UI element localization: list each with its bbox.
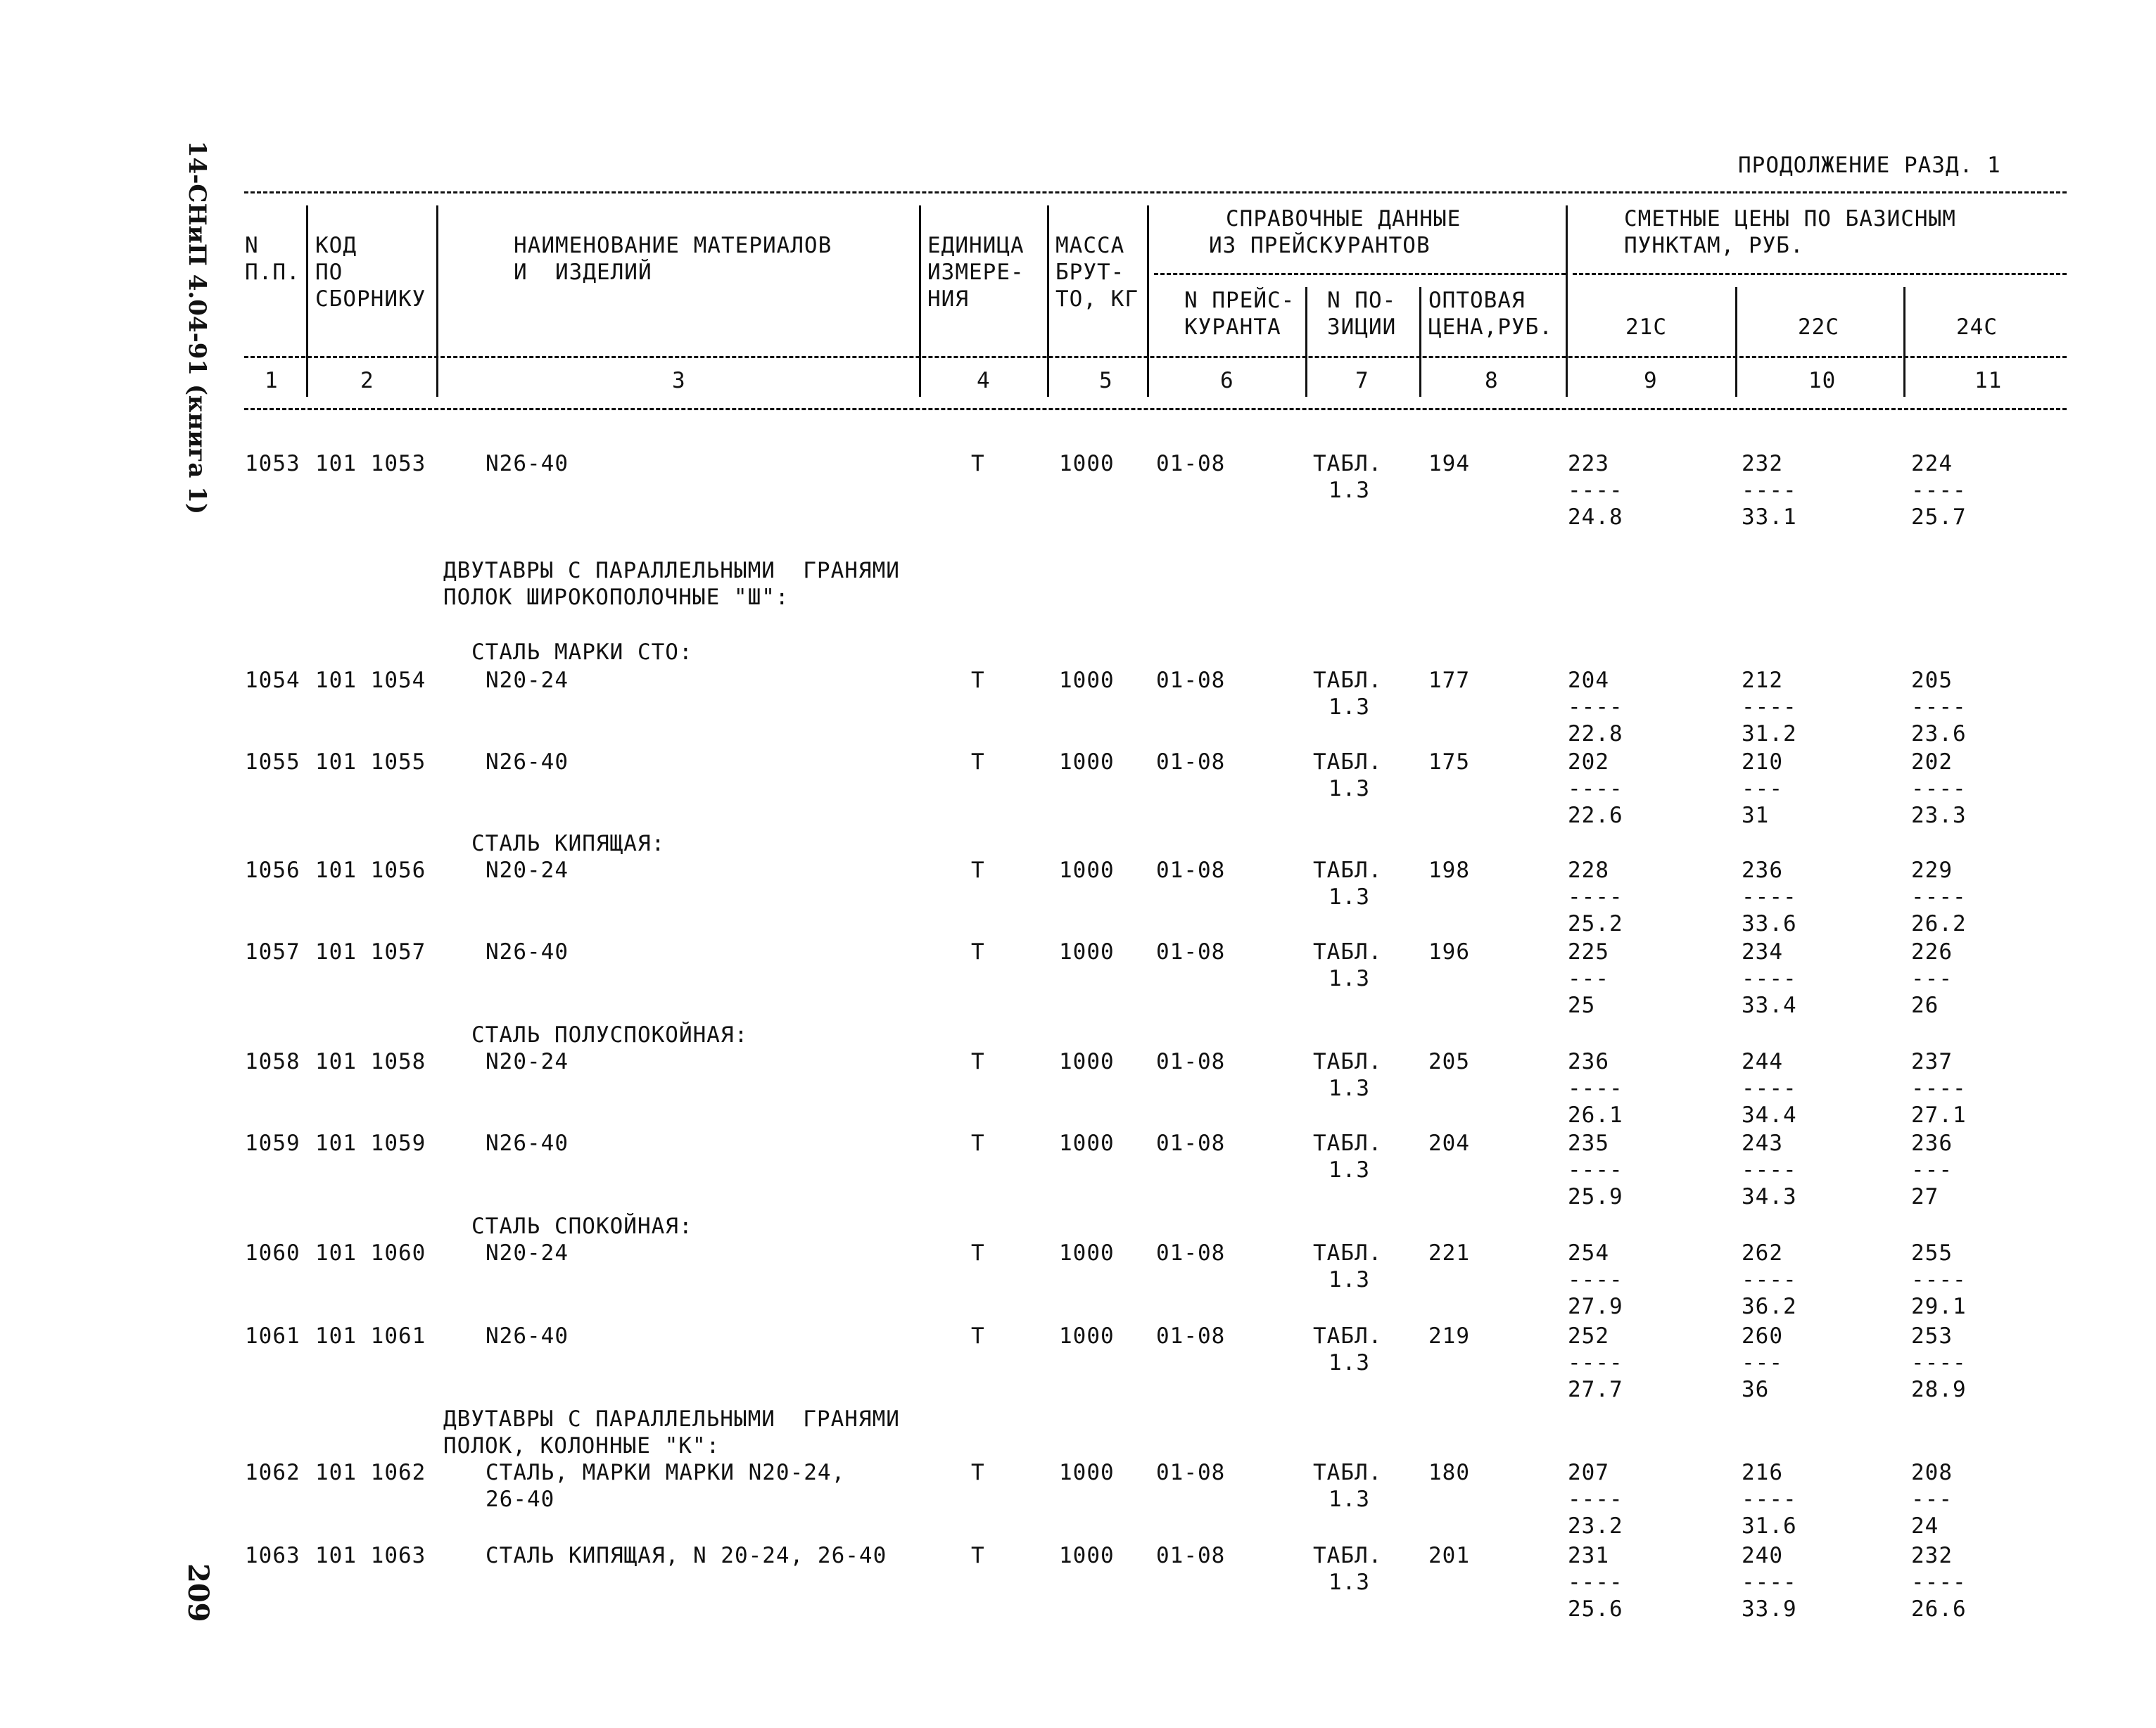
row-price-p9-divider: ---- <box>1568 1570 1623 1595</box>
col-divider <box>436 205 438 397</box>
row-wholesale-price: 177 <box>1428 668 1470 693</box>
row-price-p11-index: 26 <box>1911 993 1939 1018</box>
row-name: N20-24 <box>486 1049 569 1074</box>
row-number: 1061 <box>245 1323 300 1349</box>
header-col7-line2: ЗИЦИИ <box>1327 315 1397 340</box>
row-price-p10-value: 210 <box>1742 749 1783 775</box>
section-heading: ПОЛОК ШИРОКОПОЛОЧНЫЕ "Ш": <box>443 585 790 610</box>
header-col2-line3: СБОРНИКУ <box>315 286 426 312</box>
row-price-p11-index: 26.2 <box>1911 911 1967 936</box>
subsection-heading: СТАЛЬ ПОЛУСПОКОЙНАЯ: <box>471 1022 749 1048</box>
row-wholesale-price: 180 <box>1428 1460 1470 1485</box>
row-code: 101 1061 <box>315 1323 426 1349</box>
header-col6-line1: N ПРЕЙС- <box>1184 288 1295 313</box>
row-price-p10-divider: ---- <box>1742 1076 1797 1101</box>
header-mid-rule <box>244 356 2067 358</box>
header-col10: 22С <box>1798 315 1839 340</box>
header-col4-line1: ЕДИНИЦА <box>927 233 1025 258</box>
row-number: 1056 <box>245 858 300 883</box>
row-price-p10-value: 236 <box>1742 858 1783 883</box>
row-price-p9-index: 22.8 <box>1568 721 1623 747</box>
row-price-p11-value: 229 <box>1911 858 1953 883</box>
row-name: СТАЛЬ КИПЯЩАЯ, N 20-24, 26-40 <box>486 1543 887 1568</box>
header-col5-line1: МАССА <box>1055 233 1125 258</box>
row-number: 1055 <box>245 749 300 775</box>
document-side-title: 14-СНиП 4.04-91 (книга 1) <box>183 141 211 515</box>
row-position-line1: ТАБЛ. <box>1313 1543 1383 1568</box>
row-wholesale-price: 194 <box>1428 451 1470 476</box>
row-price-p10-value: 243 <box>1742 1131 1783 1156</box>
row-price-p10-index: 36.2 <box>1742 1294 1797 1319</box>
row-price-p10-divider: ---- <box>1742 478 1797 503</box>
col-divider <box>1305 287 1307 397</box>
row-unit: Т <box>971 1543 985 1568</box>
row-unit: Т <box>971 451 985 476</box>
row-price-p11-divider: --- <box>1911 1157 1953 1183</box>
row-mass: 1000 <box>1059 1049 1115 1074</box>
row-code: 101 1057 <box>315 939 426 965</box>
row-position-line1: ТАБЛ. <box>1313 668 1383 693</box>
row-mass: 1000 <box>1059 668 1115 693</box>
row-price-p9-value: 202 <box>1568 749 1609 775</box>
header-bottom-rule <box>244 408 2067 410</box>
row-name: N20-24 <box>486 858 569 883</box>
row-price-p9-value: 252 <box>1568 1323 1609 1349</box>
row-position-line1: ТАБЛ. <box>1313 1049 1383 1074</box>
row-price-p10-index: 33.9 <box>1742 1596 1797 1622</box>
row-wholesale-price: 175 <box>1428 749 1470 775</box>
row-price-p10-divider: --- <box>1742 1350 1783 1376</box>
row-price-p10-index: 31.2 <box>1742 721 1797 747</box>
row-price-p11-index: 27 <box>1911 1184 1939 1209</box>
colnum-1: 1 <box>265 368 279 393</box>
row-position-line2: 1.3 <box>1329 1076 1370 1101</box>
row-price-p9-index: 22.6 <box>1568 803 1623 828</box>
row-name: СТАЛЬ, МАРКИ МАРКИ N20-24, <box>486 1460 846 1485</box>
row-price-p10-divider: ---- <box>1742 966 1797 991</box>
row-price-p9-divider: ---- <box>1568 1267 1623 1292</box>
row-price-p10-divider: ---- <box>1742 1267 1797 1292</box>
row-price-p10-value: 240 <box>1742 1543 1783 1568</box>
row-unit: Т <box>971 1460 985 1485</box>
row-mass: 1000 <box>1059 939 1115 965</box>
row-price-p10-value: 262 <box>1742 1240 1783 1266</box>
row-position-line2: 1.3 <box>1329 884 1370 910</box>
row-wholesale-price: 221 <box>1428 1240 1470 1266</box>
row-price-p10-index: 34.4 <box>1742 1103 1797 1128</box>
row-wholesale-price: 204 <box>1428 1131 1470 1156</box>
row-price-p9-divider: ---- <box>1568 1076 1623 1101</box>
col-divider <box>1419 287 1421 397</box>
col-divider <box>1903 287 1905 397</box>
row-price-p9-index: 26.1 <box>1568 1103 1623 1128</box>
row-price-p9-value: 223 <box>1568 451 1609 476</box>
row-mass: 1000 <box>1059 1543 1115 1568</box>
row-wholesale-price: 196 <box>1428 939 1470 965</box>
row-wholesale-price: 219 <box>1428 1323 1470 1349</box>
row-price-p10-value: 244 <box>1742 1049 1783 1074</box>
row-position-line1: ТАБЛ. <box>1313 749 1383 775</box>
row-name: N20-24 <box>486 1240 569 1266</box>
row-price-p11-divider: ---- <box>1911 694 1967 720</box>
row-price-p11-divider: --- <box>1911 1487 1953 1512</box>
row-position-line2: 1.3 <box>1329 1267 1370 1292</box>
row-price-p9-index: 27.7 <box>1568 1377 1623 1402</box>
row-price-p9-value: 207 <box>1568 1460 1609 1485</box>
row-price-p9-divider: ---- <box>1568 1350 1623 1376</box>
row-position-line1: ТАБЛ. <box>1313 1240 1383 1266</box>
row-position-line2: 1.3 <box>1329 1570 1370 1595</box>
row-name: N20-24 <box>486 668 569 693</box>
row-position-line2: 1.3 <box>1329 966 1370 991</box>
row-pricelist: 01-08 <box>1156 939 1226 965</box>
row-unit: Т <box>971 668 985 693</box>
row-pricelist: 01-08 <box>1156 749 1226 775</box>
row-price-p10-value: 260 <box>1742 1323 1783 1349</box>
row-price-p10-value: 234 <box>1742 939 1783 965</box>
row-price-p9-value: 204 <box>1568 668 1609 693</box>
price-group-rule <box>1573 273 2067 275</box>
row-price-p9-divider: ---- <box>1568 776 1623 801</box>
row-pricelist: 01-08 <box>1156 1240 1226 1266</box>
row-pricelist: 01-08 <box>1156 1049 1226 1074</box>
subsection-heading: СТАЛЬ СПОКОЙНАЯ: <box>471 1214 693 1239</box>
row-position-line2: 1.3 <box>1329 776 1370 801</box>
row-code: 101 1056 <box>315 858 426 883</box>
row-price-p10-value: 232 <box>1742 451 1783 476</box>
row-position-line2: 1.3 <box>1329 1157 1370 1183</box>
row-price-p10-index: 31.6 <box>1742 1513 1797 1539</box>
row-price-p9-index: 25.9 <box>1568 1184 1623 1209</box>
header-col11: 24С <box>1956 315 1998 340</box>
row-number: 1060 <box>245 1240 300 1266</box>
row-price-p11-divider: ---- <box>1911 1076 1967 1101</box>
row-unit: Т <box>971 858 985 883</box>
row-price-p10-value: 212 <box>1742 668 1783 693</box>
section-heading: ДВУТАВРЫ С ПАРАЛЛЕЛЬНЫМИ ГРАНЯМИ <box>443 1406 900 1432</box>
row-code: 101 1063 <box>315 1543 426 1568</box>
row-pricelist: 01-08 <box>1156 1460 1226 1485</box>
row-price-p11-index: 24 <box>1911 1513 1939 1539</box>
header-price-group-line2: ПУНКТАМ, РУБ. <box>1624 233 1804 258</box>
row-price-p10-divider: --- <box>1742 776 1783 801</box>
colnum-8: 8 <box>1485 368 1499 393</box>
header-col7-line1: N ПО- <box>1327 288 1397 313</box>
row-price-p11-value: 208 <box>1911 1460 1953 1485</box>
header-col5-line2: БРУТ- <box>1055 260 1125 285</box>
row-price-p10-divider: ---- <box>1742 1570 1797 1595</box>
row-position-line1: ТАБЛ. <box>1313 1460 1383 1485</box>
row-price-p9-divider: ---- <box>1568 1487 1623 1512</box>
row-number: 1058 <box>245 1049 300 1074</box>
header-col5-line3: ТО, КГ <box>1055 286 1139 312</box>
row-price-p10-divider: ---- <box>1742 694 1797 720</box>
colnum-10: 10 <box>1808 368 1837 393</box>
row-price-p9-index: 24.8 <box>1568 504 1623 530</box>
row-price-p9-value: 236 <box>1568 1049 1609 1074</box>
row-price-p11-index: 26.6 <box>1911 1596 1967 1622</box>
row-price-p9-index: 25.2 <box>1568 911 1623 936</box>
row-price-p9-divider: ---- <box>1568 694 1623 720</box>
col-divider <box>919 205 921 397</box>
row-pricelist: 01-08 <box>1156 858 1226 883</box>
row-number: 1059 <box>245 1131 300 1156</box>
colnum-6: 6 <box>1220 368 1234 393</box>
continuation-label: ПРОДОЛЖЕНИЕ РАЗД. 1 <box>1738 153 2001 178</box>
row-position-line1: ТАБЛ. <box>1313 858 1383 883</box>
row-price-p11-divider: ---- <box>1911 884 1967 910</box>
row-pricelist: 01-08 <box>1156 451 1226 476</box>
row-number: 1062 <box>245 1460 300 1485</box>
colnum-9: 9 <box>1644 368 1658 393</box>
row-mass: 1000 <box>1059 1460 1115 1485</box>
row-price-p11-value: 226 <box>1911 939 1953 965</box>
header-col1-line2: П.П. <box>245 260 300 285</box>
row-price-p11-divider: --- <box>1911 966 1953 991</box>
row-price-p11-index: 29.1 <box>1911 1294 1967 1319</box>
col-divider <box>1566 205 1568 397</box>
row-price-p9-index: 23.2 <box>1568 1513 1623 1539</box>
row-unit: Т <box>971 939 985 965</box>
header-price-group-line1: СМЕТНЫЕ ЦЕНЫ ПО БАЗИСНЫМ <box>1624 206 1956 231</box>
row-price-p11-index: 23.6 <box>1911 721 1967 747</box>
row-code: 101 1054 <box>315 668 426 693</box>
row-price-p9-value: 254 <box>1568 1240 1609 1266</box>
row-mass: 1000 <box>1059 1131 1115 1156</box>
row-position-line1: ТАБЛ. <box>1313 1323 1383 1349</box>
row-unit: Т <box>971 1240 985 1266</box>
row-price-p11-divider: ---- <box>1911 776 1967 801</box>
row-price-p10-divider: ---- <box>1742 1487 1797 1512</box>
row-mass: 1000 <box>1059 858 1115 883</box>
row-position-line2: 1.3 <box>1329 1487 1370 1512</box>
header-col4-line3: НИЯ <box>927 286 969 312</box>
row-price-p11-value: 237 <box>1911 1049 1953 1074</box>
header-col9: 21С <box>1625 315 1667 340</box>
row-price-p11-index: 27.1 <box>1911 1103 1967 1128</box>
colnum-2: 2 <box>360 368 374 393</box>
subsection-heading: СТАЛЬ КИПЯЩАЯ: <box>471 831 666 856</box>
header-col3-line1: НАИМЕНОВАНИЕ МАТЕРИАЛОВ <box>514 233 832 258</box>
row-code: 101 1058 <box>315 1049 426 1074</box>
row-name: N26-40 <box>486 1323 569 1349</box>
row-price-p11-divider: ---- <box>1911 1267 1967 1292</box>
subsection-heading: СТАЛЬ МАРКИ СТО: <box>471 640 693 665</box>
row-price-p11-divider: ---- <box>1911 1570 1967 1595</box>
row-position-line2: 1.3 <box>1329 694 1370 720</box>
row-wholesale-price: 205 <box>1428 1049 1470 1074</box>
row-mass: 1000 <box>1059 749 1115 775</box>
row-pricelist: 01-08 <box>1156 1323 1226 1349</box>
header-col2-line1: КОД <box>315 233 357 258</box>
row-position-line1: ТАБЛ. <box>1313 451 1383 476</box>
row-price-p10-index: 34.3 <box>1742 1184 1797 1209</box>
header-col2-line2: ПО <box>315 260 343 285</box>
row-name: N26-40 <box>486 451 569 476</box>
row-price-p9-divider: ---- <box>1568 1157 1623 1183</box>
row-price-p9-value: 225 <box>1568 939 1609 965</box>
row-price-p9-index: 25 <box>1568 993 1596 1018</box>
section-heading: ПОЛОК, КОЛОННЫЕ "К": <box>443 1433 721 1459</box>
row-price-p11-value: 253 <box>1911 1323 1953 1349</box>
row-price-p11-value: 236 <box>1911 1131 1953 1156</box>
header-col3-line2: И ИЗДЕЛИЙ <box>514 260 652 285</box>
col-divider <box>1735 287 1737 397</box>
section-heading: ДВУТАВРЫ С ПАРАЛЛЕЛЬНЫМИ ГРАНЯМИ <box>443 558 900 583</box>
row-pricelist: 01-08 <box>1156 668 1226 693</box>
row-mass: 1000 <box>1059 1240 1115 1266</box>
colnum-11: 11 <box>1974 368 2003 393</box>
row-price-p11-value: 232 <box>1911 1543 1953 1568</box>
row-unit: Т <box>971 1049 985 1074</box>
row-price-p11-divider: ---- <box>1911 1350 1967 1376</box>
row-pricelist: 01-08 <box>1156 1131 1226 1156</box>
row-price-p11-index: 23.3 <box>1911 803 1967 828</box>
row-code: 101 1055 <box>315 749 426 775</box>
header-top-rule <box>244 191 2067 193</box>
row-price-p9-divider: ---- <box>1568 478 1623 503</box>
header-col8-line2: ЦЕНА,РУБ. <box>1428 315 1553 340</box>
row-price-p10-value: 216 <box>1742 1460 1783 1485</box>
row-number: 1063 <box>245 1543 300 1568</box>
header-ref-group-line1: СПРАВОЧНЫЕ ДАННЫЕ <box>1226 206 1461 231</box>
row-price-p11-value: 202 <box>1911 749 1953 775</box>
row-code: 101 1062 <box>315 1460 426 1485</box>
colnum-5: 5 <box>1099 368 1113 393</box>
col-divider <box>306 205 308 397</box>
row-price-p9-value: 235 <box>1568 1131 1609 1156</box>
header-ref-group-line2: ИЗ ПРЕЙСКУРАНТОВ <box>1209 233 1431 258</box>
row-position-line2: 1.3 <box>1329 1350 1370 1376</box>
row-price-p10-divider: ---- <box>1742 1157 1797 1183</box>
row-price-p9-divider: --- <box>1568 966 1609 991</box>
row-number: 1054 <box>245 668 300 693</box>
row-price-p11-divider: ---- <box>1911 478 1967 503</box>
row-number: 1053 <box>245 451 300 476</box>
row-wholesale-price: 198 <box>1428 858 1470 883</box>
colnum-4: 4 <box>977 368 991 393</box>
row-price-p11-index: 28.9 <box>1911 1377 1967 1402</box>
page-number: 209 <box>182 1563 215 1622</box>
ref-group-rule <box>1154 273 1566 275</box>
row-position-line1: ТАБЛ. <box>1313 1131 1383 1156</box>
row-name: N26-40 <box>486 749 569 775</box>
row-price-p11-value: 255 <box>1911 1240 1953 1266</box>
row-unit: Т <box>971 749 985 775</box>
row-price-p10-divider: ---- <box>1742 884 1797 910</box>
col-divider <box>1147 205 1149 397</box>
row-code: 101 1053 <box>315 451 426 476</box>
row-name: N26-40 <box>486 939 569 965</box>
row-name: 26-40 <box>486 1487 555 1512</box>
row-mass: 1000 <box>1059 1323 1115 1349</box>
row-code: 101 1060 <box>315 1240 426 1266</box>
row-wholesale-price: 201 <box>1428 1543 1470 1568</box>
row-name: N26-40 <box>486 1131 569 1156</box>
row-number: 1057 <box>245 939 300 965</box>
row-price-p10-index: 36 <box>1742 1377 1770 1402</box>
header-col6-line2: КУРАНТА <box>1184 315 1281 340</box>
row-price-p9-divider: ---- <box>1568 884 1623 910</box>
row-pricelist: 01-08 <box>1156 1543 1226 1568</box>
header-col1-line1: N <box>245 233 259 258</box>
row-price-p11-index: 25.7 <box>1911 504 1967 530</box>
header-col4-line2: ИЗМЕРЕ- <box>927 260 1025 285</box>
row-position-line2: 1.3 <box>1329 478 1370 503</box>
row-price-p10-index: 31 <box>1742 803 1770 828</box>
header-col8-line1: ОПТОВАЯ <box>1428 288 1526 313</box>
row-price-p9-index: 25.6 <box>1568 1596 1623 1622</box>
row-price-p10-index: 33.1 <box>1742 504 1797 530</box>
col-divider <box>1047 205 1049 397</box>
row-price-p10-index: 33.4 <box>1742 993 1797 1018</box>
row-position-line1: ТАБЛ. <box>1313 939 1383 965</box>
row-price-p9-index: 27.9 <box>1568 1294 1623 1319</box>
row-price-p11-value: 224 <box>1911 451 1953 476</box>
row-unit: Т <box>971 1131 985 1156</box>
row-code: 101 1059 <box>315 1131 426 1156</box>
row-price-p9-value: 231 <box>1568 1543 1609 1568</box>
colnum-7: 7 <box>1355 368 1369 393</box>
row-unit: Т <box>971 1323 985 1349</box>
row-price-p9-value: 228 <box>1568 858 1609 883</box>
row-price-p10-index: 33.6 <box>1742 911 1797 936</box>
colnum-3: 3 <box>672 368 686 393</box>
row-price-p11-value: 205 <box>1911 668 1953 693</box>
row-mass: 1000 <box>1059 451 1115 476</box>
